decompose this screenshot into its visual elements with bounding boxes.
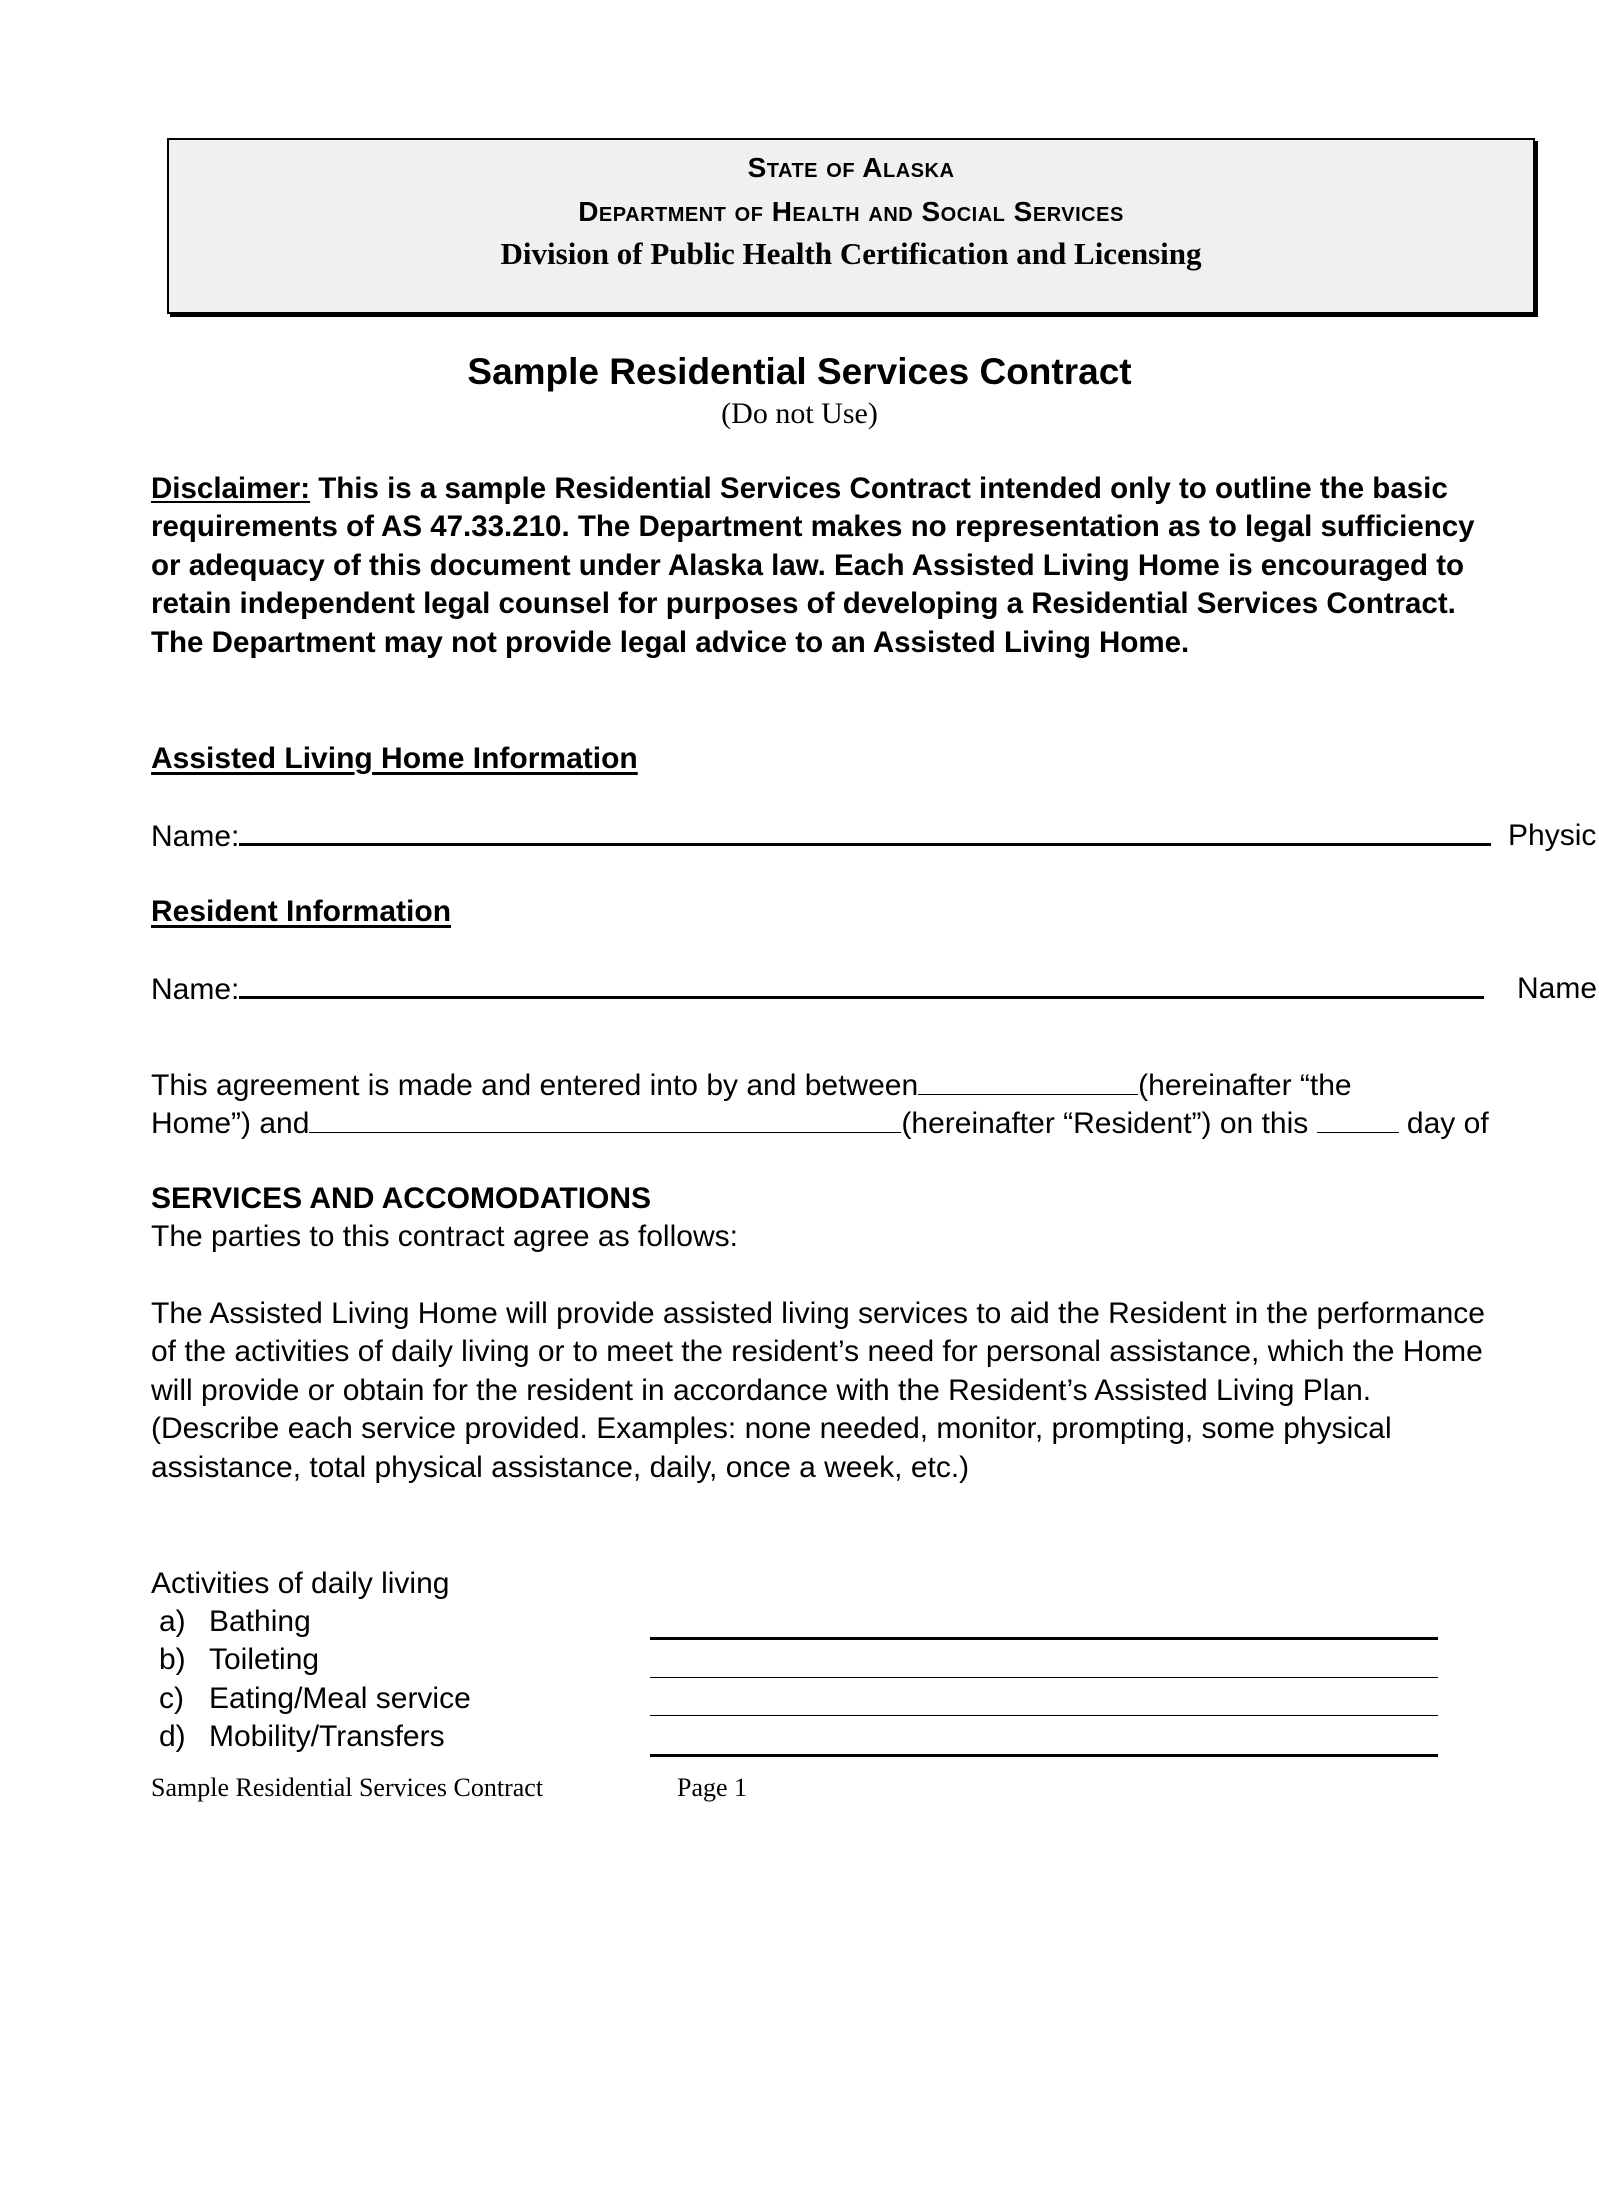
services-intro: The parties to this contract agree as follows: — [151, 1220, 738, 1253]
resident-name-label: Name: — [151, 973, 240, 1006]
document-title: Sample Residential Services Contract — [467, 351, 1132, 392]
activity-label: Eating/Meal service — [209, 1682, 471, 1715]
disclaimer-text: This is a sample Residential Services Contract intended only to outline the basic requirements of AS 47.33.210. The Department makes no representation as to legal sufficiency or adequacy of this document under Alaska law. Each Assisted Living Home is encouraged to retain independent legal counsel for purposes of developing a Residential Services Contract. The Department may not provide legal advice to an Assisted Living Home. — [151, 472, 1475, 659]
agreement-line-2 — [151, 1105, 1489, 1143]
activity-item — [151, 1680, 471, 1718]
home-info-heading: Assisted Living Home Information — [151, 742, 638, 775]
agreement-text-1b: (hereinafter “the — [1138, 1069, 1352, 1102]
agreement-text-2c: day of — [1398, 1107, 1489, 1140]
physical-address-label: Physic — [1508, 819, 1597, 852]
activity-item — [151, 1641, 319, 1679]
activity-letter: b) — [159, 1643, 186, 1676]
disclaimer-paragraph — [151, 470, 1511, 662]
resident-second-name-label: Name — [1517, 972, 1598, 1005]
footer-page-number: Page 1 — [677, 1773, 748, 1802]
agreement-text-2a: Home”) and — [151, 1107, 310, 1140]
agreement-text-1a: This agreement is made and entered into by and between — [151, 1069, 919, 1102]
resident-name-field[interactable] — [239, 970, 1484, 999]
home-party-field[interactable] — [918, 1068, 1138, 1095]
disclaimer-label: Disclaimer: — [151, 472, 311, 505]
agency-header-box — [167, 138, 1535, 314]
home-name-label: Name: — [151, 820, 240, 853]
activity-letter: c) — [159, 1682, 184, 1715]
home-name-field[interactable] — [239, 817, 1491, 846]
activity-label: Toileting — [209, 1643, 320, 1676]
department-name: Department of Health and Social Services — [578, 196, 1124, 227]
toileting-field[interactable] — [650, 1652, 1438, 1678]
activity-letter: d) — [159, 1720, 186, 1753]
activity-label: Bathing — [209, 1605, 311, 1638]
services-heading: SERVICES AND ACCOMODATIONS — [151, 1182, 652, 1215]
activity-label: Mobility/Transfers — [209, 1720, 445, 1753]
division-name: Division of Public Health Certification and Licensing — [500, 236, 1202, 271]
document-subtitle: (Do not Use) — [721, 397, 878, 430]
eating-meal-field[interactable] — [650, 1690, 1438, 1716]
activity-item — [151, 1718, 445, 1756]
agreement-text-2b: (hereinafter “Resident”) on this — [901, 1107, 1317, 1140]
mobility-transfers-field[interactable] — [650, 1729, 1438, 1757]
activity-letter: a) — [159, 1605, 186, 1638]
day-field[interactable] — [1317, 1106, 1399, 1133]
state-name: State of Alaska — [747, 152, 955, 183]
activity-item — [151, 1603, 311, 1641]
resident-party-field[interactable] — [309, 1106, 901, 1133]
bathing-field[interactable] — [650, 1612, 1438, 1640]
footer-document-name: Sample Residential Services Contract — [151, 1773, 544, 1802]
activities-heading: Activities of daily living — [151, 1567, 450, 1600]
resident-name-row — [151, 970, 1598, 1009]
resident-info-heading: Resident Information — [151, 895, 452, 928]
services-paragraph: The Assisted Living Home will provide assisted living services to aid the Resident in the performance of the activities of daily living or to meet the resident’s need for personal assistance, which the Home will provide or obtain for the resident in accordance with the Resident’s Assisted Living Plan. (Describe each service provided. Examples: none needed, monitor, prompting, some physical assistance, total physical assistance, daily, once a week, etc.) — [151, 1297, 1485, 1484]
home-name-row — [151, 817, 1597, 856]
agreement-line-1 — [151, 1067, 1352, 1105]
